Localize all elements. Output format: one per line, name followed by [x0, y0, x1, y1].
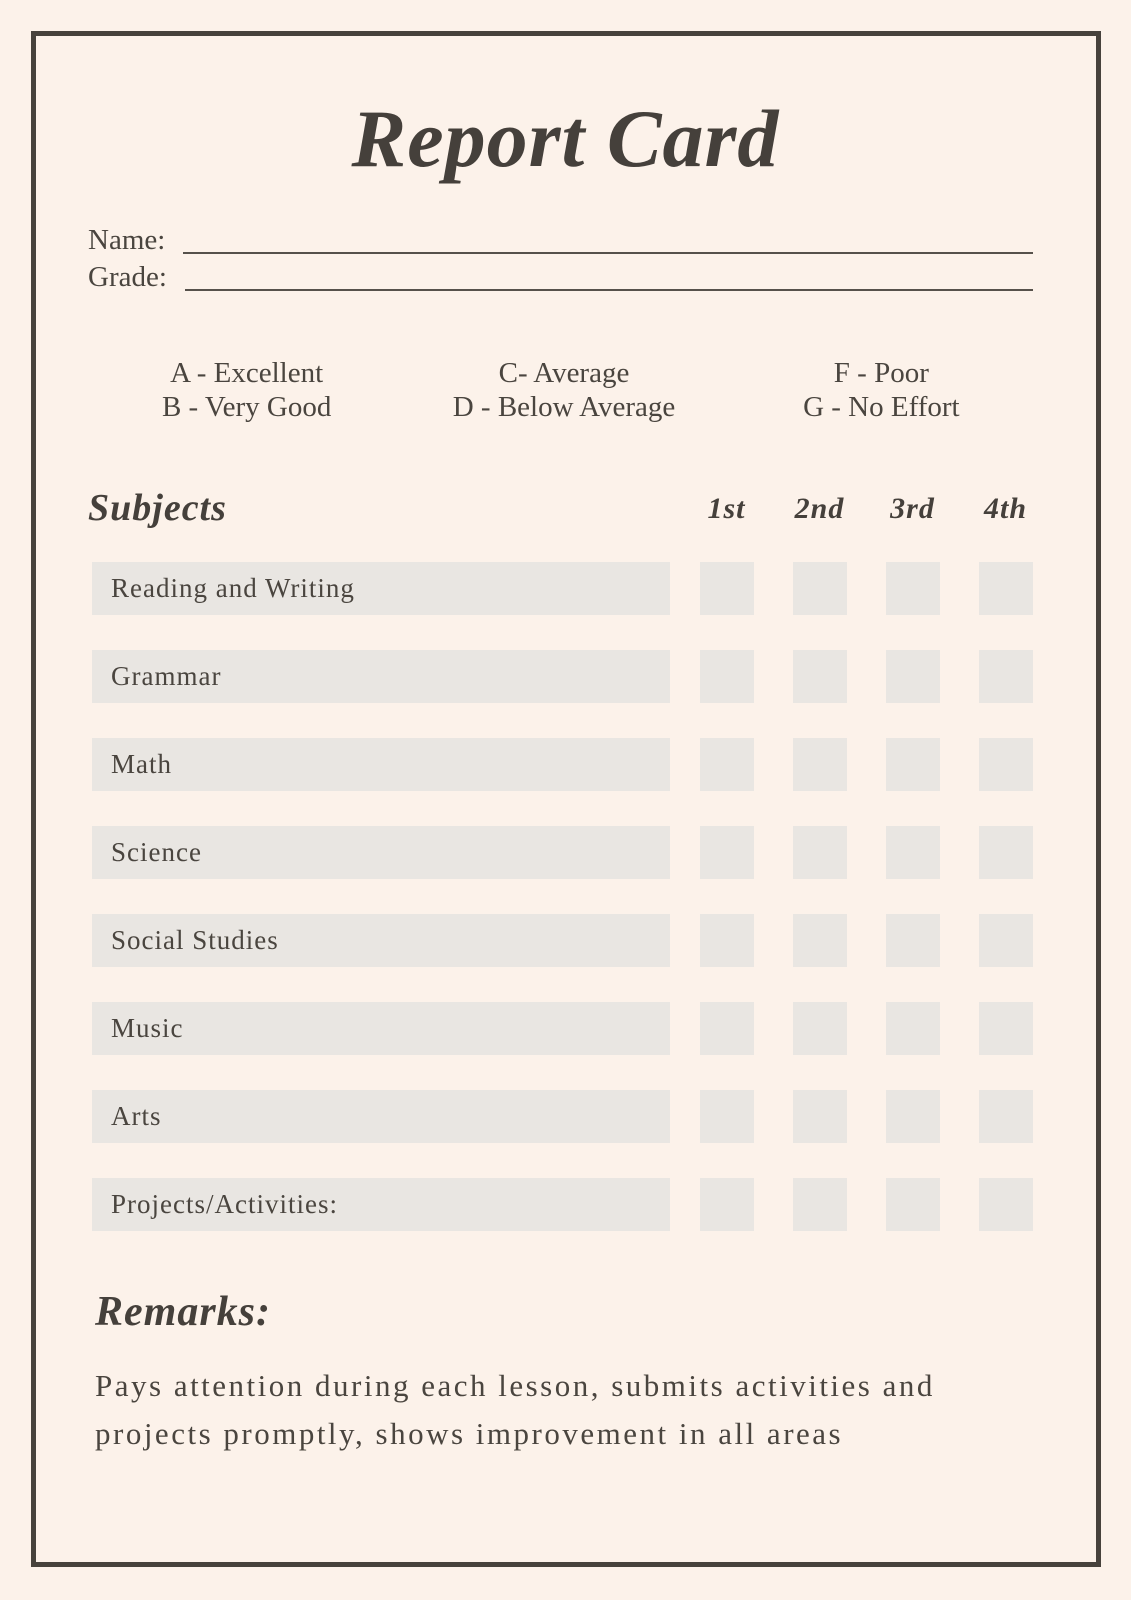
grade-input-line[interactable]: [185, 289, 1033, 291]
grade-cell[interactable]: [886, 650, 940, 703]
grade-cell[interactable]: [793, 1090, 847, 1143]
subject-label-bar: [92, 738, 670, 791]
grade-cell[interactable]: [886, 914, 940, 967]
subject-row: [92, 562, 1033, 615]
subject-label: Science: [111, 837, 202, 867]
subject-label-bar: [92, 1178, 670, 1231]
grade-cell[interactable]: [886, 1002, 940, 1055]
grade-cell[interactable]: [886, 738, 940, 791]
legend-column-ab: [88, 356, 405, 424]
grade-cell[interactable]: [979, 738, 1033, 791]
grade-cell[interactable]: [700, 914, 754, 967]
subject-row: [92, 826, 1033, 879]
subject-label: Reading and Writing: [111, 573, 355, 603]
grade-cell[interactable]: [979, 826, 1033, 879]
grade-cell[interactable]: [979, 914, 1033, 967]
remarks-section: [95, 1288, 1047, 1458]
subjects-table-header: [0, 486, 1131, 536]
grade-cell[interactable]: [700, 1002, 754, 1055]
grade-cell[interactable]: [979, 1090, 1033, 1143]
subject-label-bar: [92, 826, 670, 879]
subjects-heading: Subjects: [88, 487, 227, 529]
grade-cell[interactable]: [700, 1178, 754, 1231]
page-title: Report Card: [351, 93, 780, 184]
grading-scale-legend: [88, 356, 1040, 424]
subject-label: Grammar: [111, 661, 222, 691]
legend-entry-b: B - Very Good: [161, 391, 332, 423]
grade-cell[interactable]: [700, 562, 754, 615]
grade-cell[interactable]: [886, 562, 940, 615]
legend-column-cd: [405, 356, 722, 424]
subject-label: Social Studies: [111, 925, 279, 955]
name-input-line[interactable]: [183, 252, 1033, 254]
subject-label-bar: [92, 650, 670, 703]
quarter-column-headers: [680, 492, 1052, 526]
subject-row: [92, 1090, 1033, 1143]
subject-label: Arts: [111, 1101, 162, 1131]
remarks-heading: Remarks:: [95, 1289, 271, 1335]
quarter-header-3rd: 3rd: [890, 492, 935, 525]
grade-cell[interactable]: [886, 826, 940, 879]
remarks-text: Pays attention during each lesson, submits activities and projects promptly, shows improvement in all areas: [95, 1368, 935, 1451]
grade-cell[interactable]: [700, 650, 754, 703]
subject-label: Projects/Activities:: [111, 1189, 338, 1219]
grade-cell[interactable]: [700, 826, 754, 879]
subject-row: [92, 914, 1033, 967]
subject-label-bar: [92, 1090, 670, 1143]
legend-entry-a: A - Excellent: [170, 357, 324, 389]
student-info-fields: [88, 220, 1033, 294]
name-label: Name:: [88, 224, 166, 256]
grade-cell[interactable]: [979, 1002, 1033, 1055]
grade-cell[interactable]: [793, 1178, 847, 1231]
quarter-header-4th: 4th: [983, 492, 1028, 525]
grade-cell[interactable]: [700, 1090, 754, 1143]
grade-label: Grade:: [88, 261, 167, 293]
quarter-header-2nd: 2nd: [794, 492, 845, 525]
subject-row: [92, 1002, 1033, 1055]
subject-label-bar: [92, 562, 670, 615]
grade-cell[interactable]: [979, 1178, 1033, 1231]
subject-label: Math: [111, 749, 172, 779]
legend-entry-f: F - Poor: [833, 357, 929, 389]
subject-label-bar: [92, 914, 670, 967]
grade-cell[interactable]: [793, 1002, 847, 1055]
subject-row: [92, 1178, 1033, 1231]
legend-column-fg: [723, 356, 1040, 424]
legend-entry-c: C- Average: [498, 357, 630, 389]
legend-entry-d: D - Below Average: [452, 391, 676, 423]
grade-cell[interactable]: [886, 1090, 940, 1143]
subject-label-bar: [92, 1002, 670, 1055]
grade-cell[interactable]: [793, 562, 847, 615]
quarter-header-1st: 1st: [707, 492, 746, 525]
grade-field-row: [88, 257, 1033, 294]
grade-cell[interactable]: [886, 1178, 940, 1231]
subject-label: Music: [111, 1013, 184, 1043]
grade-cell[interactable]: [793, 826, 847, 879]
grade-cell[interactable]: [979, 650, 1033, 703]
grade-cell[interactable]: [979, 562, 1033, 615]
name-field-row: [88, 220, 1033, 257]
subject-row: [92, 738, 1033, 791]
subject-row: [92, 650, 1033, 703]
grade-cell[interactable]: [700, 738, 754, 791]
grade-cell[interactable]: [793, 914, 847, 967]
subjects-table-rows: [92, 562, 1033, 1266]
grade-cell[interactable]: [793, 650, 847, 703]
grade-cell[interactable]: [793, 738, 847, 791]
legend-entry-g: G - No Effort: [803, 391, 960, 423]
